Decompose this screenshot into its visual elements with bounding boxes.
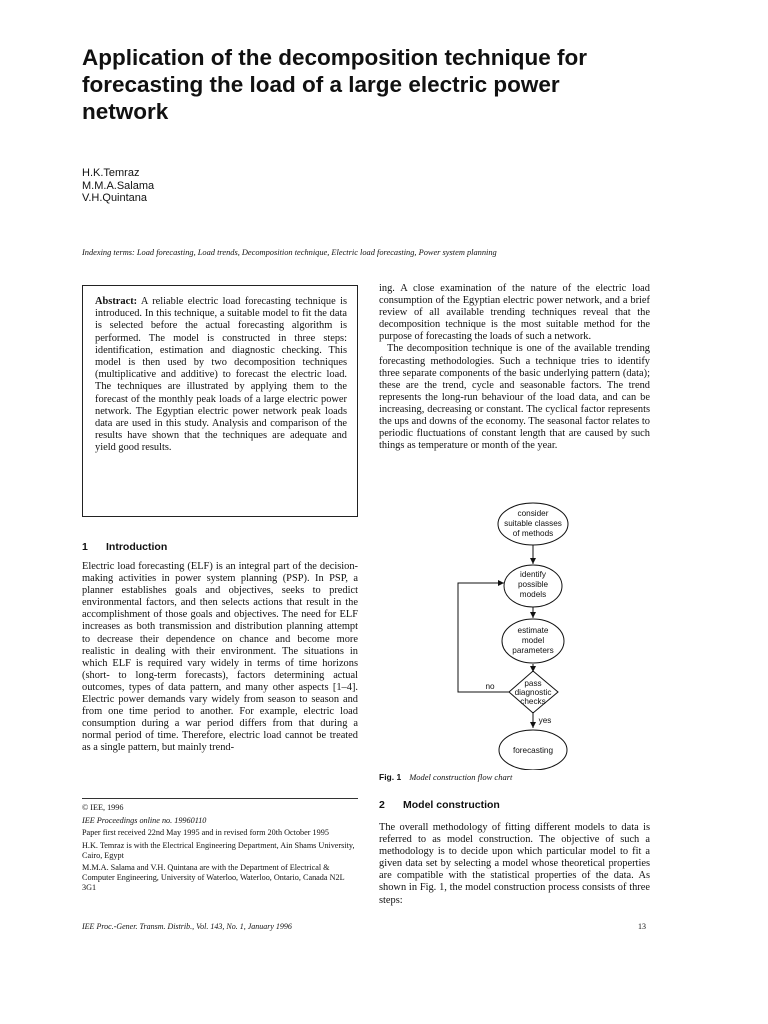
page-number: 13 — [638, 922, 646, 931]
section-heading — [82, 541, 167, 553]
feedback-arrow — [458, 583, 509, 692]
journal-citation: IEE Proc.-Gener. Transm. Distrib., Vol. 143, No. 1, January 1996 — [82, 922, 292, 931]
flow-node-label: consider — [517, 509, 549, 518]
footnotes — [82, 803, 358, 896]
flow-node-label: models — [519, 590, 547, 599]
figure-caption-text: Model construction flow chart — [409, 772, 513, 782]
model-construction-text — [379, 822, 650, 907]
flow-node-label: identify — [520, 570, 546, 579]
section-title: Model construction — [403, 799, 500, 811]
flow-node-label: pass — [524, 679, 542, 688]
abstract-text — [95, 296, 347, 455]
online-note: IEE Proceedings online no. 19960110 — [82, 815, 207, 825]
abstract-box — [82, 285, 358, 517]
paper-title: Application of the decomposition technique for forecasting the load of a large electric power network — [82, 45, 587, 124]
paragraph: ing. A close examination of the nature of the electric load consumption of the Egyptian electric power network, and a brief review of all available trending techniques reveal that the decomposition technique is the most suitable method for the purpose of forecasting the loads of such a network. — [379, 283, 650, 343]
intro-paragraph: Electric load forecasting (ELF) is an integral part of the decision-making activities in power system planning (PSP). In PSP, a planner establishes goals and objectives, seeks to predict environmental factors, and then selects actions that result in the accomplishment of those goals and objectives. The need for ELF increases as both transmission and distribution planning attempt to decrease their dependence on chance and become more realistic in dealing with their environment. The situations in which ELF is required vary widely in terms of time horizons (short- to long-term forecasts), factors determining actual outcomes, types of data pattern, and many other aspects [1–4]. Electric power demands vary widely from season to season and from one time period to another. For example, electric load consumption during a war period differs from that during a normal period of time. Therefore, electric load cannot be treated as a single pattern, but mainly trend- — [82, 561, 358, 754]
affiliation-note: H.K. Temraz is with the Electrical Engineering Department, Ain Shams University, Cairo, Egypt — [82, 840, 355, 860]
paragraph: The overall methodology of fitting different models to data is referred to as model construction. The objective of such a methodology is to decide upon which particular model to fit a given data set by selecting a model whose theoretical properties are compatible with the statistical properties of the data. As shown in Fig. 1, the model construction process consists of three steps: — [379, 822, 650, 906]
flow-node-label: suitable classes — [504, 519, 562, 528]
paragraph: The decomposition technique is one of the available trending forecasting methodologies. Such a technique tries to identify three separate components of the basic underlying pattern (data); these are the trend, cycle and seasonable factors. The trend represents the long-run behaviour of the load data, and can be increasing, decreasing or constant. The cyclical factor represents the ups and downs of the economy. The seasonal factor relates to periodic fluctuations of constant length that are caused by such things as temperature or month of the year. — [379, 343, 650, 452]
flow-node-label: of methods — [512, 529, 554, 538]
indexing-terms: Indexing terms: Load forecasting, Load trends, Decomposition technique, Electric load forecasting, Power system planning — [82, 248, 497, 257]
model-construction-flowchart — [440, 500, 600, 770]
flow-node-label: checks — [520, 697, 546, 706]
author: H.K.Temraz — [82, 167, 140, 179]
flow-node-label: parameters — [512, 646, 554, 655]
flow-node-label: forecasting — [512, 746, 554, 755]
abstract-label: Abstract: — [95, 296, 138, 307]
flow-node-label: diagnostic — [514, 688, 552, 697]
intro-text — [82, 561, 358, 755]
section-title: Introduction — [106, 541, 168, 553]
author-list — [82, 167, 154, 205]
flow-node-label: model — [521, 636, 545, 645]
section-number: 1 — [82, 541, 88, 553]
abstract-body: A reliable electric load forecasting technique is introduced. In this technique, a suitable model to fit the data is selected before the actual forecasting algorithm is performed. The model is constructed in three steps: identification, estimation and diagnostic checking. This model is then used by two decomposition techniques (multiplicative and additive) to forecast the electric load. The techniques are illustrated by applying them to the forecast of the monthly peak loads of a large electric power network. The Egyptian electric power network peak loads data are used in this study. Analysis and comparison of the results have shown that the techniques are adequate and yield good results. — [95, 296, 348, 454]
author: M.M.A.Salama — [82, 179, 155, 192]
received-note: Paper first received 22nd May 1995 and in revised form 20th October 1995 — [82, 828, 329, 837]
branch-label-yes: yes — [538, 716, 552, 725]
section-number: 2 — [379, 799, 385, 811]
affiliation-note: M.M.A. Salama and V.H. Quintana are with the Department of Electrical & Computer Engineering, University of Waterloo, Waterloo, Ontario, Canada N2L 3G1 — [82, 863, 345, 892]
branch-label-no: no — [485, 682, 495, 691]
flow-node-label: possible — [517, 580, 549, 589]
section-heading — [379, 799, 500, 811]
figure-label: Fig. 1 — [379, 772, 402, 782]
flow-node-label: estimate — [517, 626, 549, 635]
footnote-rule — [82, 798, 358, 799]
figure-caption — [379, 772, 512, 782]
author: V.H.Quintana — [82, 192, 148, 204]
right-column-text — [379, 283, 650, 452]
copyright-note: © IEE, 1996 — [82, 803, 124, 812]
